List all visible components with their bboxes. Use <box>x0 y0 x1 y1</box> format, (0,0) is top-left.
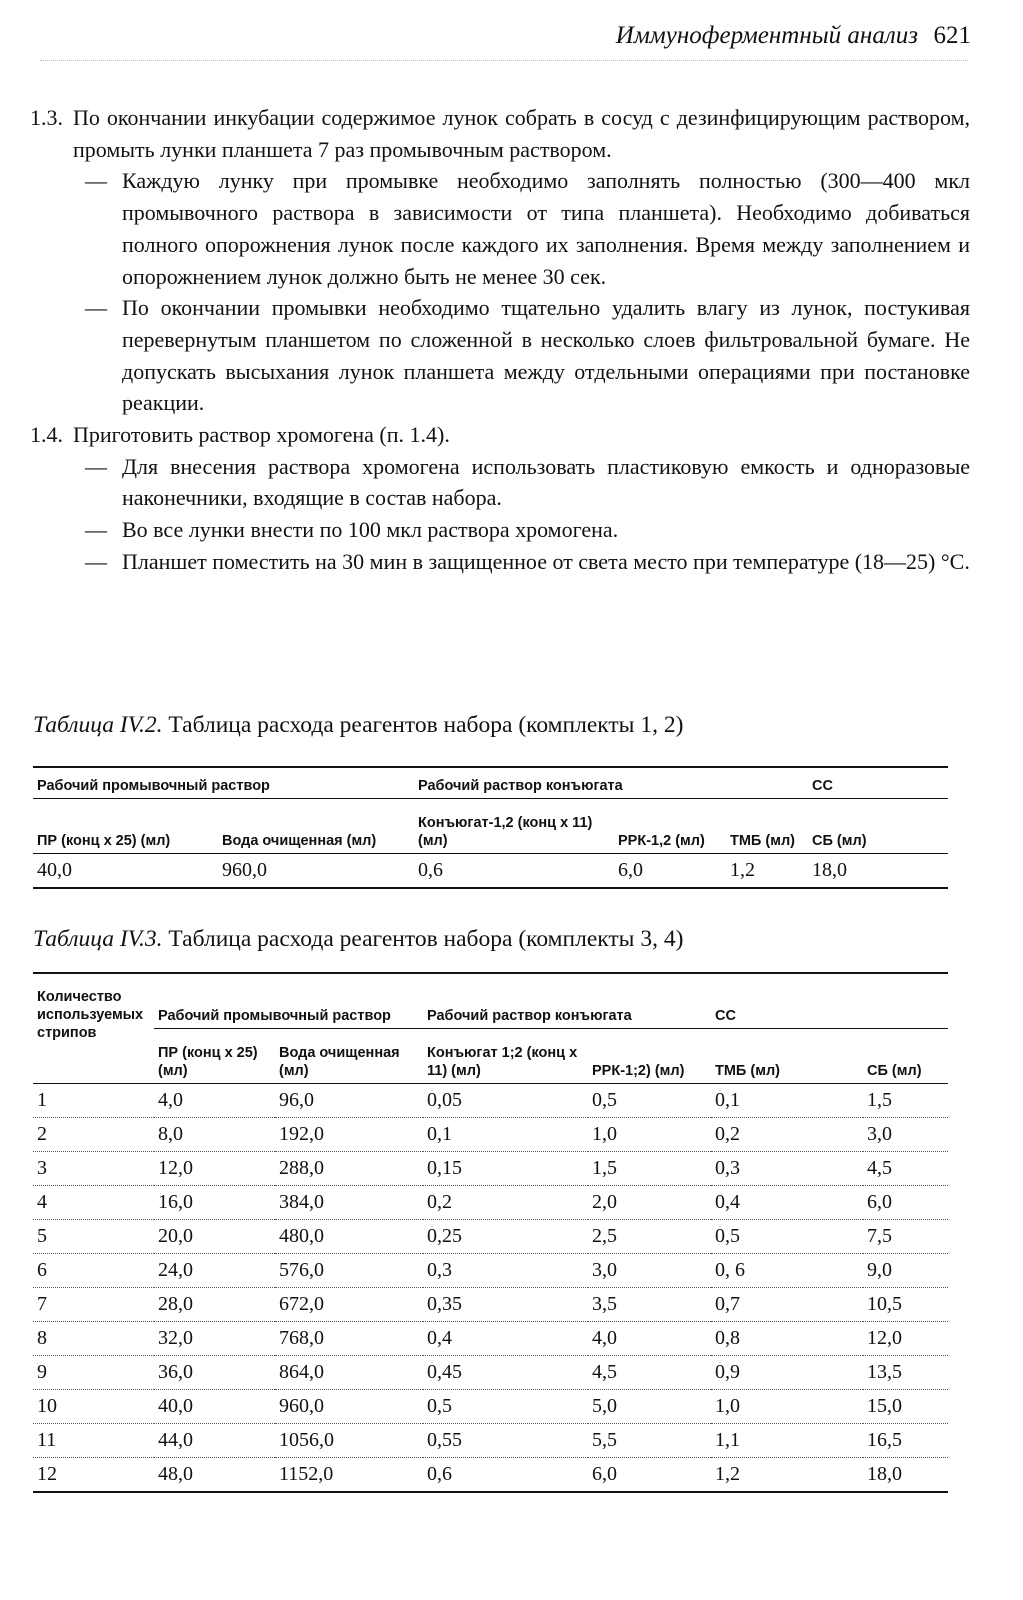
table-cell: 0,5 <box>588 1084 711 1118</box>
table-cell: 11 <box>33 1424 154 1458</box>
table-cell: 768,0 <box>275 1322 423 1356</box>
dash-mark: — <box>85 295 107 321</box>
table-2 <box>33 766 948 889</box>
table-cell: 8,0 <box>154 1118 275 1152</box>
table-cell: 6,0 <box>618 859 643 881</box>
table-cell: 0,7 <box>711 1288 863 1322</box>
table-cell: 18,0 <box>867 1463 902 1485</box>
col-pr-header: ПР (конц х 25) (мл) <box>33 799 218 854</box>
table-row <box>33 1254 948 1288</box>
caption-text: Таблица расхода реагентов набора (комплекты 3, 4) <box>162 926 684 952</box>
table-cell: 0, 6 <box>711 1254 863 1288</box>
table-cell: 1,0 <box>588 1118 711 1152</box>
dash-item <box>30 292 970 419</box>
table-cell: 960,0 <box>222 859 267 881</box>
col-tmb-header: ТМБ (мл) <box>711 1029 863 1084</box>
table-cell: 6 <box>33 1254 154 1288</box>
table-cell: 7,5 <box>863 1220 948 1254</box>
table-cell: 576,0 <box>275 1254 423 1288</box>
table-cell: 48,0 <box>158 1463 193 1485</box>
table-row <box>33 1152 948 1186</box>
group-conjugate-header: Рабочий раствор конъюгата <box>423 973 711 1029</box>
table-cell: 40,0 <box>37 859 72 881</box>
step-1-3 <box>30 102 970 165</box>
dash-mark: — <box>85 548 107 574</box>
table-cell: 0,2 <box>711 1118 863 1152</box>
table-3 <box>33 972 948 1493</box>
table-cell: 0,8 <box>711 1322 863 1356</box>
table-cell: 12,0 <box>154 1152 275 1186</box>
table-cell: 1,5 <box>588 1152 711 1186</box>
table-cell: 12 <box>37 1463 57 1485</box>
table-row <box>33 1084 948 1118</box>
caption-label: Таблица IV.2. <box>33 712 163 738</box>
table-row <box>33 1322 948 1356</box>
table-cell: 0,3 <box>711 1152 863 1186</box>
table-cell: 3,5 <box>588 1288 711 1322</box>
table-cell: 384,0 <box>275 1186 423 1220</box>
table-cell: 96,0 <box>275 1084 423 1118</box>
table-row <box>33 1390 948 1424</box>
table-cell: 1152,0 <box>279 1463 334 1485</box>
table-cell: 10,5 <box>863 1288 948 1322</box>
table-cell: 1,1 <box>711 1424 863 1458</box>
col-conjugate-header: Конъюгат-1,2 (конц х 11) (мл) <box>414 799 614 854</box>
table-column-header <box>33 1029 948 1084</box>
table-cell: 1,0 <box>711 1390 863 1424</box>
table-row <box>33 1288 948 1322</box>
table-cell: 28,0 <box>154 1288 275 1322</box>
dash-text: По окончании промывки необходимо тщательно удалить влагу из лунок, постукивая перевернутым планшетом по сложенной в несколько слоев фильтровальной бумаге. Не допускать высыхания лунок планшета между отдельными операциями при постановке реакции. <box>122 295 970 416</box>
table-cell: 32,0 <box>154 1322 275 1356</box>
table-cell: 672,0 <box>275 1288 423 1322</box>
table-cell: 288,0 <box>275 1152 423 1186</box>
table-group-header <box>33 973 948 1029</box>
table-cell: 1,2 <box>730 859 755 881</box>
table-cell: 864,0 <box>275 1356 423 1390</box>
table-cell: 960,0 <box>275 1390 423 1424</box>
table-cell: 10 <box>33 1390 154 1424</box>
table-cell: 0,6 <box>418 859 443 881</box>
table-cell: 13,5 <box>863 1356 948 1390</box>
group-wash-header: Рабочий промывочный раствор <box>154 973 423 1029</box>
table-cell: 0,4 <box>711 1186 863 1220</box>
table-cell: 3,0 <box>588 1254 711 1288</box>
table-cell: 0,9 <box>711 1356 863 1390</box>
caption-text: Таблица расхода реагентов набора (комплекты 1, 2) <box>162 712 684 738</box>
page-header <box>0 22 1023 62</box>
table-cell: 480,0 <box>275 1220 423 1254</box>
table-cell: 4 <box>33 1186 154 1220</box>
table-cell: 1,5 <box>863 1084 948 1118</box>
table-cell: 9,0 <box>863 1254 948 1288</box>
table-cell: 0,6 <box>427 1463 452 1485</box>
group-conjugate-header: Рабочий раствор конъюгата <box>414 767 808 799</box>
step-text: По окончании инкубации содержимое лунок собрать в сосуд с дезинфицирующим раствором, промыть лунки планшета 7 раз промывочным раствором. <box>73 105 970 162</box>
running-title: Иммуноферментный анализ <box>615 22 918 49</box>
page-number: 621 <box>933 22 971 49</box>
dash-text: Во все лунки внести по 100 мкл раствора хромогена. <box>122 517 619 543</box>
table-cell: 44,0 <box>154 1424 275 1458</box>
group-cc-header: СС <box>711 973 948 1029</box>
table-cell: 20,0 <box>154 1220 275 1254</box>
dash-text: Для внесения раствора хромогена использовать пластиковую емкость и одноразовые наконечники, входящие в состав набора. <box>122 453 970 511</box>
table-row <box>33 1118 948 1152</box>
table-cell: 192,0 <box>275 1118 423 1152</box>
table-cell: 4,0 <box>588 1322 711 1356</box>
table-cell: 0,2 <box>423 1186 588 1220</box>
table-row <box>33 854 948 889</box>
step-text: Приготовить раствор хромогена (п. 1.4). <box>73 422 450 448</box>
table-cell: 0,1 <box>711 1084 863 1118</box>
dash-item <box>30 546 970 578</box>
table-2-caption <box>33 712 683 739</box>
table-cell: 5,5 <box>588 1424 711 1458</box>
col-sb-header: СБ (мл) <box>863 1029 948 1084</box>
step-1-4 <box>30 419 970 451</box>
table-3-caption <box>33 926 683 953</box>
table-cell: 6,0 <box>863 1186 948 1220</box>
table-cell: 2,0 <box>588 1186 711 1220</box>
table-group-header <box>33 767 948 799</box>
table-cell: 0,5 <box>711 1220 863 1254</box>
col-water-header: Вода очищенная (мл) <box>218 799 414 854</box>
dash-mark: — <box>85 517 107 543</box>
col-strips-header: Количество используемых стрипов <box>33 973 154 1084</box>
table-cell: 15,0 <box>863 1390 948 1424</box>
col-rrk-header: РРК-1,2 (мл) <box>614 799 726 854</box>
table-cell: 24,0 <box>154 1254 275 1288</box>
table-cell: 16,0 <box>154 1186 275 1220</box>
table-cell: 7 <box>33 1288 154 1322</box>
group-wash-header: Рабочий промывочный раствор <box>33 767 414 799</box>
table-3-body <box>33 1084 948 1493</box>
table-cell: 0,55 <box>423 1424 588 1458</box>
table-cell: 0,5 <box>423 1390 588 1424</box>
table-cell: 4,5 <box>588 1356 711 1390</box>
table-cell: 36,0 <box>154 1356 275 1390</box>
dash-item <box>30 451 970 514</box>
table-row <box>33 1220 948 1254</box>
table-cell: 0,1 <box>423 1118 588 1152</box>
table-cell: 4,5 <box>863 1152 948 1186</box>
col-rrk-header: РРК-1;2) (мл) <box>588 1029 711 1084</box>
table-cell: 5,0 <box>588 1390 711 1424</box>
dash-text: Каждую лунку при промывке необходимо заполнять полностью (300—400 мкл промывочного раствора в зависимости от типа планшета). Необходимо добиваться полного опорожнения лунок после каждого их заполнения. Время между заполнением и опорожнением лунок должно быть не менее 30 сек. <box>122 168 970 289</box>
dash-item <box>30 165 970 292</box>
table-column-header <box>33 799 948 854</box>
table-row <box>33 1186 948 1220</box>
group-cc-header: СС <box>808 767 948 799</box>
table-cell: 3 <box>33 1152 154 1186</box>
table-cell: 0,15 <box>423 1152 588 1186</box>
table-row <box>33 1424 948 1458</box>
table-cell: 6,0 <box>592 1463 617 1485</box>
table-cell: 12,0 <box>863 1322 948 1356</box>
table-cell: 1056,0 <box>275 1424 423 1458</box>
caption-label: Таблица IV.3. <box>33 926 163 952</box>
step-number: 1.4. <box>30 422 63 448</box>
table-cell: 5 <box>33 1220 154 1254</box>
table-cell: 8 <box>33 1322 154 1356</box>
dash-mark: — <box>85 168 107 194</box>
col-conjugate-header: Конъюгат 1;2 (конц х 11) (мл) <box>423 1029 588 1084</box>
col-water-header: Вода очищенная (мл) <box>275 1029 423 1084</box>
table-cell: 1,2 <box>715 1463 740 1485</box>
table-cell: 18,0 <box>812 859 847 881</box>
col-tmb-header: ТМБ (мл) <box>726 799 808 854</box>
table-cell: 0,45 <box>423 1356 588 1390</box>
table-cell: 0,3 <box>423 1254 588 1288</box>
table-cell: 2 <box>33 1118 154 1152</box>
dash-item <box>30 514 970 546</box>
table-cell: 9 <box>33 1356 154 1390</box>
table-cell: 3,0 <box>863 1118 948 1152</box>
table-cell: 2,5 <box>588 1220 711 1254</box>
header-divider <box>40 60 968 61</box>
dash-text: Планшет поместить на 30 мин в защищенное от света место при температуре (18—25) °С. <box>122 548 970 574</box>
dash-mark: — <box>85 453 107 479</box>
table-row <box>33 1458 948 1493</box>
table-cell: 0,35 <box>423 1288 588 1322</box>
table-cell: 0,05 <box>423 1084 588 1118</box>
table-cell: 16,5 <box>863 1424 948 1458</box>
table-cell: 40,0 <box>154 1390 275 1424</box>
col-sb-header: СБ (мл) <box>808 799 948 854</box>
step-number: 1.3. <box>30 105 63 130</box>
col-pr-header: ПР (конц х 25) (мл) <box>154 1029 275 1084</box>
table-cell: 4,0 <box>154 1084 275 1118</box>
table-cell: 0,4 <box>423 1322 588 1356</box>
table-cell: 1 <box>33 1084 154 1118</box>
table-cell: 0,25 <box>423 1220 588 1254</box>
table-row <box>33 1356 948 1390</box>
body-text <box>30 102 970 578</box>
